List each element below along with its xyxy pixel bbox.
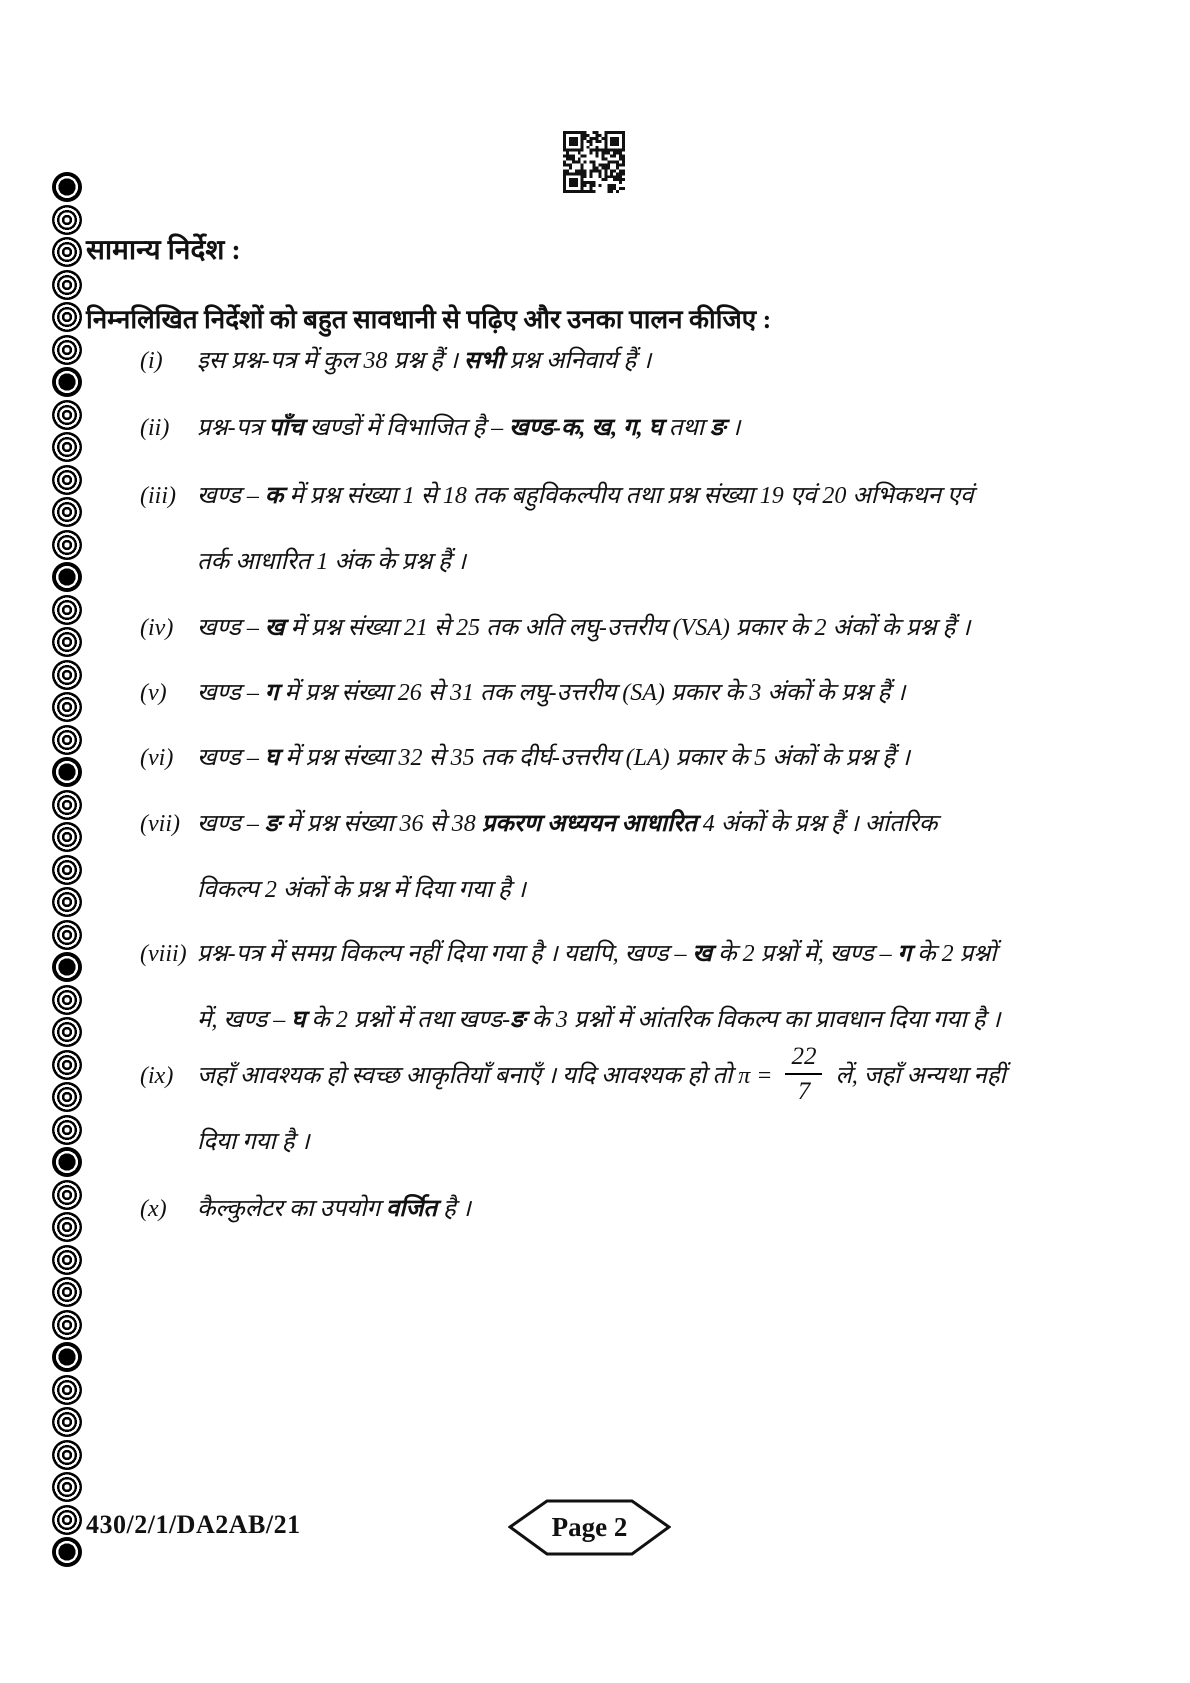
instruction-line: इस प्रश्न-पत्र में कुल 38 प्रश्न हैं । सभी प्रश्न अनिवार्य हैं । (197, 348, 652, 374)
binding-circle-ring (52, 790, 82, 820)
page-number-badge (508, 1498, 671, 1557)
binding-circle-ring (52, 530, 82, 560)
instruction-line: खण्ड – क में प्रश्न संख्या 1 से 18 तक बहुविकल्पीय तथा प्रश्न संख्या 19 एवं 20 अभिकथन एवं (197, 483, 974, 509)
binding-circle-ring (52, 1212, 82, 1242)
general-instructions-heading: सामान्य निर्देश : (86, 235, 241, 266)
instruction-line: तर्क आधारित 1 अंक के प्रश्न हैं । (197, 549, 466, 575)
binding-circle-ring (52, 1050, 82, 1080)
instruction-item-x (140, 1176, 1040, 1242)
binding-circle-ring (52, 627, 82, 657)
instructions-intro: निम्नलिखित निर्देशों को बहुत सावधानी से पढ़िए और उनका पालन कीजिए : (86, 305, 772, 334)
binding-circle-ring (52, 920, 82, 950)
instruction-item-vi (140, 725, 1040, 791)
instruction-item-i (140, 328, 1040, 394)
pi-fraction: $\frac{22}{7}$ (785, 1041, 822, 1108)
binding-circle-ring (52, 1472, 82, 1502)
binding-circle-ring (52, 1505, 82, 1535)
binding-circle-ring (52, 497, 82, 527)
instruction-number: (iv) (140, 615, 174, 641)
binding-circle-ring (52, 270, 82, 300)
paper-code: 430/2/1/DA2AB/21 (86, 1510, 301, 1539)
binding-circle-ring (52, 335, 82, 365)
instruction-item-iii (140, 463, 1040, 595)
binding-circle-ring (52, 302, 82, 332)
instruction-line: खण्ड – ङ में प्रश्न संख्या 36 से 38 प्रकरण अध्ययन आधारित 4 अंकों के प्रश्न हैं । आंतरिक (197, 811, 938, 837)
binding-circle-ring (52, 465, 82, 495)
binding-circle-ring (52, 855, 82, 885)
binding-circle-ring (52, 1277, 82, 1307)
binding-circle-ring (52, 237, 82, 267)
instruction-item-vii (140, 791, 1040, 923)
instruction-line: जहाँ आवश्यक हो स्वच्छ आकृतियाँ बनाएँ । यदि आवश्यक हो तो π = $\frac{22}{7}$ लें, जहाँ अन्यथा नहीं (197, 1043, 1040, 1109)
binding-circle-ring (52, 887, 82, 917)
binding-circle-ring (52, 1017, 82, 1047)
instruction-number: (iii) (140, 483, 176, 509)
binding-circle-filled (52, 562, 82, 592)
binding-circle-filled (52, 1342, 82, 1372)
binding-circle-ring (52, 1115, 82, 1145)
binding-circle-filled (52, 1147, 82, 1177)
instruction-number: (viii) (140, 941, 187, 967)
binding-circle-ring (52, 400, 82, 430)
instruction-number: (ii) (140, 415, 170, 441)
instruction-line: दिया गया है । (197, 1129, 310, 1155)
binding-circle-filled (52, 757, 82, 787)
binding-circle-ring (52, 432, 82, 462)
binding-circle-filled (52, 1537, 82, 1567)
binding-circle-ring (52, 1310, 82, 1340)
binding-circle-ring (52, 1082, 82, 1112)
instruction-line: विकल्प 2 अंकों के प्रश्न में दिया गया है । (197, 877, 526, 903)
instruction-number: (vi) (140, 745, 174, 771)
binding-circle-ring (52, 985, 82, 1015)
binding-circle-ring (52, 1440, 82, 1470)
binding-circle-ring (52, 1180, 82, 1210)
instruction-line: प्रश्न-पत्र पाँच खण्डों में विभाजित है – खण्ड-क, ख, ग, घ तथा ङ । (197, 415, 741, 441)
binding-decoration (52, 172, 82, 1570)
binding-circle-filled (52, 952, 82, 982)
binding-circle-ring (52, 660, 82, 690)
instruction-line: कैल्कुलेटर का उपयोग वर्जित है । (197, 1196, 471, 1222)
instruction-item-ii (140, 395, 1040, 461)
instruction-item-viii (140, 921, 1040, 1053)
instruction-item-v (140, 660, 1040, 726)
instruction-number: (x) (140, 1196, 167, 1222)
page-number-label: Page 2 (551, 1512, 628, 1542)
instruction-number: (vii) (140, 811, 180, 837)
binding-circle-ring (52, 822, 82, 852)
binding-circle-ring (52, 1375, 82, 1405)
instruction-number: (v) (140, 680, 167, 706)
binding-circle-filled (52, 367, 82, 397)
binding-circle-ring (52, 692, 82, 722)
binding-circle-ring (52, 1245, 82, 1275)
instruction-line: खण्ड – ग में प्रश्न संख्या 26 से 31 तक लघु-उत्तरीय (SA) प्रकार के 3 अंकों के प्रश्न हैं । (197, 680, 906, 706)
instruction-line: खण्ड – ख में प्रश्न संख्या 21 से 25 तक अति लघु-उत्तरीय (VSA) प्रकार के 2 अंकों के प्रश्न हैं । (197, 615, 971, 641)
instruction-number: (ix) (140, 1063, 174, 1089)
instruction-item-ix (140, 1043, 1040, 1175)
binding-circle-ring (52, 205, 82, 235)
binding-circle-ring (52, 725, 82, 755)
binding-circle-filled (52, 172, 82, 202)
instruction-item-iv (140, 595, 1040, 661)
instruction-number: (i) (140, 348, 163, 374)
qr-code (563, 131, 625, 193)
instruction-line: प्रश्न-पत्र में समग्र विकल्प नहीं दिया गया है । यद्यपि, खण्ड – ख के 2 प्रश्नों में, खण्ड – ग के 2 प्रश्नों (197, 941, 997, 967)
binding-circle-ring (52, 1407, 82, 1437)
binding-circle-ring (52, 595, 82, 625)
instruction-line: में, खण्ड – घ के 2 प्रश्नों में तथा खण्ड-ङ के 3 प्रश्नों में आंतरिक विकल्प का प्रावधान दिया गया है । (197, 1007, 1001, 1033)
instruction-line: खण्ड – घ में प्रश्न संख्या 32 से 35 तक दीर्घ-उत्तरीय (LA) प्रकार के 5 अंकों के प्रश्न हैं । (197, 745, 911, 771)
